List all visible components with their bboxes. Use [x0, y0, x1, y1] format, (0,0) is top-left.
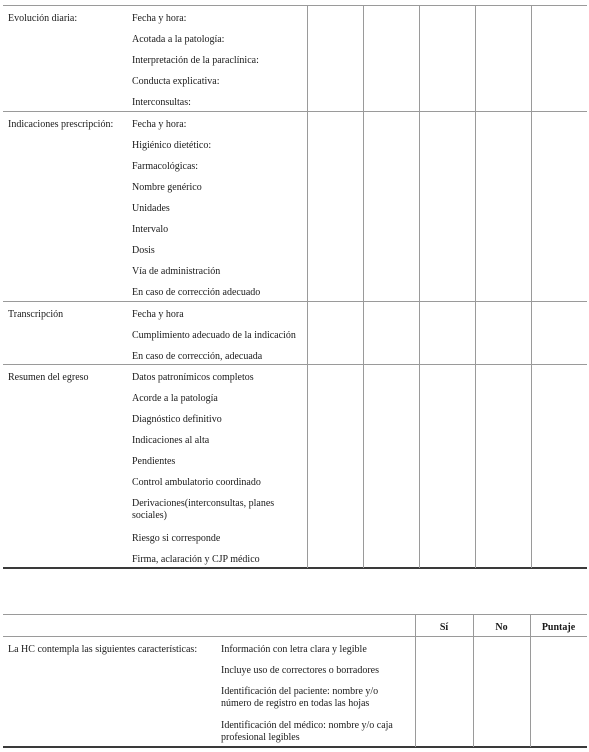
- item-evolucion-paraclinica: Interpretación de la paraclínica:: [132, 55, 259, 66]
- item-evolucion-interconsultas: Interconsultas:: [132, 97, 191, 108]
- table1-col-line-3: [419, 5, 420, 568]
- table2-header-divider: [3, 636, 587, 637]
- item-indicaciones-farmacologicas: Farmacológicas:: [132, 161, 199, 172]
- item-transcripcion-fecha: Fecha y hora: [132, 309, 184, 320]
- table2-bottom-border: [3, 746, 587, 748]
- item-hc-medico: Identificación del médico: nombre y/o caja profesional legibles: [221, 720, 393, 743]
- item-transcripcion-correccion: En caso de corrección, adecuada: [132, 351, 263, 362]
- item-indicaciones-unidades: Unidades: [132, 203, 170, 214]
- item-indicaciones-higienico: Higiénico dietético:: [132, 140, 212, 151]
- evaluation-table-2: [0, 600, 589, 752]
- item-indicaciones-dosis: Dosis: [132, 245, 155, 256]
- item-evolucion-conducta: Conducta explicativa:: [132, 76, 220, 87]
- table1-col-line-5: [531, 5, 532, 568]
- item-evolucion-acotada: Acotada a la patología:: [132, 34, 225, 45]
- item-indicaciones-intervalo: Intervalo: [132, 224, 169, 235]
- item-hc-letra: Información con letra clara y legible: [221, 644, 367, 655]
- item-hc-correctores: Incluye uso de correctores o borradores: [221, 665, 379, 676]
- table1-col-line-4: [475, 5, 476, 568]
- item-indicaciones-fecha: Fecha y hora:: [132, 119, 187, 130]
- item-resumen-control: Control ambulatorio coordinado: [132, 477, 261, 488]
- section-title-indicaciones: Indicaciones prescripción:: [8, 119, 114, 130]
- item-resumen-acorde: Acorde a la patología: [132, 393, 218, 404]
- header-si: Sí: [439, 622, 449, 633]
- item-evolucion-fecha: Fecha y hora:: [132, 13, 187, 24]
- item-resumen-derivaciones: Derivaciones(interconsultas, planes sociales): [132, 498, 275, 521]
- table1-top-border: [3, 5, 587, 6]
- table2-top-border: [3, 614, 587, 615]
- item-indicaciones-via: Vía de administración: [132, 266, 221, 277]
- header-no: No: [495, 622, 508, 633]
- item-hc-paciente: Identificación del paciente: nombre y/o número de registro en todas las hojas: [221, 686, 379, 709]
- item-transcripcion-cumplimiento: Cumplimiento adecuado de la indicación: [132, 330, 296, 341]
- item-resumen-datos: Datos patronímicos completos: [132, 372, 254, 383]
- item-resumen-riesgo: Riesgo si corresponde: [132, 533, 221, 544]
- section-title-transcripcion: Transcripción: [8, 309, 64, 320]
- table2-title: La HC contempla las siguientes características:: [8, 644, 198, 655]
- table1-col-line-1: [307, 5, 308, 568]
- section-title-evolucion: Evolución diaria:: [8, 13, 78, 24]
- header-puntaje: Puntaje: [541, 622, 576, 633]
- table1-divider-2: [3, 301, 587, 302]
- table1-divider-3: [3, 364, 587, 365]
- item-indicaciones-correccion: En caso de corrección adecuado: [132, 287, 261, 298]
- item-resumen-firma: Firma, aclaración y CJP médico: [132, 554, 260, 565]
- table1-bottom-border: [3, 567, 587, 569]
- item-resumen-indicaciones: Indicaciones al alta: [132, 435, 210, 446]
- section-title-resumen: Resumen del egreso: [8, 372, 89, 383]
- item-resumen-diagnostico: Diagnóstico definitivo: [132, 414, 222, 425]
- item-resumen-pendientes: Pendientes: [132, 456, 176, 467]
- table1-divider-1: [3, 111, 587, 112]
- table1-col-line-2: [363, 5, 364, 568]
- item-indicaciones-nombre: Nombre genérico: [132, 182, 202, 193]
